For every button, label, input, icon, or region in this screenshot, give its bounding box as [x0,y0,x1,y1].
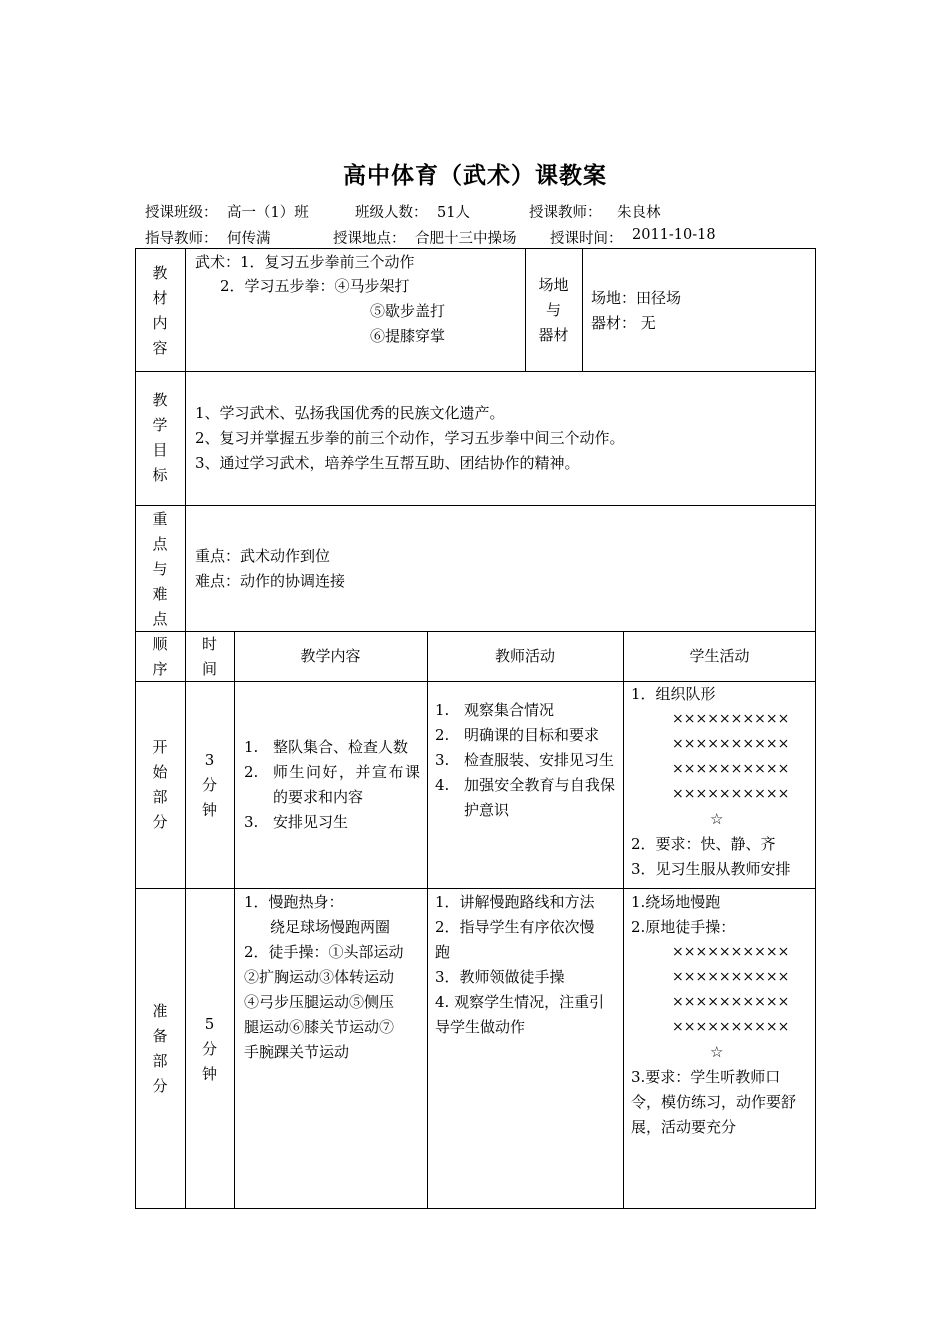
section2-teacher-line: 2．指导学生有序依次慢 [435,918,595,936]
goal-item-3: 3、通过学习武术，培养学生互帮互助、团结协作的精神。 [195,454,580,472]
section2-student-line: 2.原地徒手操： [631,918,736,936]
list-item: 4. 加强安全教育与自我保护意识 [435,776,615,819]
section1-name: 开 始 部 分 [152,738,168,831]
equipment-text: 器材： 无 [591,314,656,332]
section2-content-line: 手腕踝关节运动 [244,1043,350,1061]
venue-label: 场地 与 器材 [538,276,569,344]
section2-teacher-line: 跑 [435,943,451,961]
teacher-star-icon: ☆ [710,1043,724,1061]
section2-content-line: ④弓步压腿运动⑤侧压 [244,993,395,1011]
section2-time: 5 分 钟 [201,1015,217,1083]
section2-content-line: 绕足球场慢跑两圈 [270,918,391,936]
goal-item-1: 1、学习武术、弘扬我国优秀的民族文化遗产。 [195,404,505,422]
goal-item-2: 2、复习并掌握五步拳的前三个动作，学习五步拳中间三个动作。 [195,429,625,447]
formation-row: ×××××××××× [672,994,790,1010]
list-item: 2. 明确课的目标和要求 [435,726,600,744]
section1-student-title: 1．组织队形 [631,685,716,703]
formation-row: ×××××××××× [672,736,790,752]
section1-content [244,735,420,835]
list-item: 1. 整队集合、检查人数 [244,738,409,756]
list-item: 3. 安排见习生 [244,813,349,831]
header-order: 顺 序 [152,635,168,678]
header-time: 时 间 [201,635,217,678]
mentor-label: 指导教师： [145,231,218,247]
teacher-value: 朱良林 [617,205,661,221]
page-title: 高中体育（武术）课教案 [343,162,607,189]
section1-teacher [435,698,615,823]
section2-teacher-line: 4. 观察学生情况，注重引 [435,993,605,1011]
section2-name: 准 备 部 分 [152,1002,168,1095]
formation-row: ×××××××××× [672,969,790,985]
formation-row: ×××××××××× [672,711,790,727]
class-value: 高一（1）班 [227,205,309,221]
section2-teacher-line: 3．教师领做徒手操 [435,968,565,986]
section2-student-line: 3.要求：学生听教师口 [631,1068,781,1086]
material-line-1: 武术：1．复习五步拳前三个动作 [195,253,415,271]
count-value: 51人 [437,205,470,221]
place-value: 合肥十三中操场 [415,231,517,247]
section2-content-line: 2．徒手操：①头部运动 [244,943,404,961]
formation-row: ×××××××××× [672,786,790,802]
formation-row: ×××××××××× [672,761,790,777]
list-item: 1. 观察集合情况 [435,701,555,719]
section2-teacher-line: 1．讲解慢跑路线和方法 [435,893,595,911]
section2-student-line: 1.绕场地慢跑 [631,893,721,911]
section2-content-line: 1．慢跑热身： [244,893,344,911]
section2-student-line: 展，活动要充分 [631,1118,737,1136]
list-item: 3. 检查服装、安排见习生 [435,751,615,769]
header-student: 学生活动 [689,647,750,665]
class-label: 授课班级： [145,205,218,221]
key-focus: 重点：武术动作到位 [195,547,331,565]
venue-text: 场地：田径场 [591,289,682,307]
header-teacher: 教师活动 [494,647,555,665]
formation-row: ×××××××××× [672,944,790,960]
section2-teacher-line: 导学生做动作 [435,1018,526,1036]
formation-row: ×××××××××× [672,1019,790,1035]
section2-student-line: 令，模仿练习，动作要舒 [631,1093,797,1111]
section1-student-req: 2．要求：快、静、齐 [631,835,776,853]
section2-content-line: ②扩胸运动③体转运动 [244,968,395,986]
key-label: 重 点 与 难 点 [152,510,168,628]
goals-label: 教 学 目 标 [152,391,168,484]
teacher-star-icon: ☆ [710,810,724,828]
header-content: 教学内容 [300,647,361,665]
material-line-2: 2．学习五步拳：④马步架打 [220,277,410,295]
time-value: 2011-10-18 [632,227,716,243]
list-item: 2. 师生问好，并宣布课的要求和内容 [244,763,420,806]
section1-student-obs: 3．见习生服从教师安排 [631,860,791,878]
section1-time: 3 分 钟 [201,751,217,819]
section2-content-line: 腿运动⑥膝关节运动⑦ [244,1018,395,1036]
key-difficulty: 难点：动作的协调连接 [195,572,346,590]
material-line-4: ⑥提膝穿掌 [370,327,446,345]
material-line-3: ⑤歇步盖打 [370,302,446,320]
place-label: 授课地点： [333,231,406,247]
material-label: 教 材 内 容 [152,264,168,357]
teacher-label: 授课教师： [529,205,602,221]
count-label: 班级人数： [355,205,428,221]
time-label: 授课时间： [550,231,623,247]
mentor-value: 何传满 [227,231,271,247]
